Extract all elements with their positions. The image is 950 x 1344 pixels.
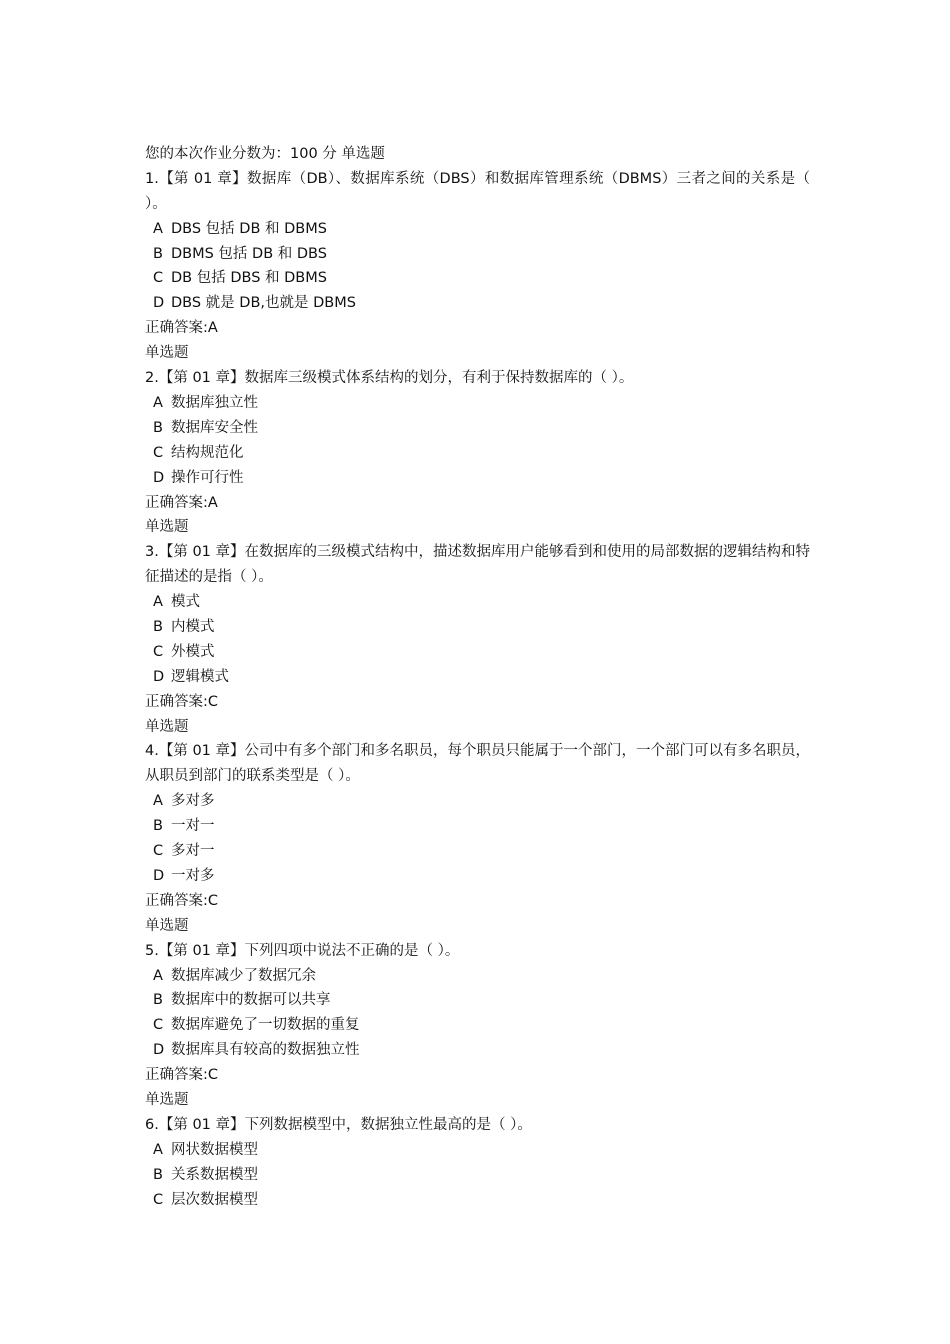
question-block — [145, 715, 810, 914]
question-block — [145, 914, 810, 1088]
option-d: D 操作可行性 — [153, 469, 244, 486]
option-c: C DB 包括 DBS 和 DBMS — [153, 270, 327, 287]
option-a: A 数据库减少了数据冗余 — [153, 967, 316, 984]
question-block — [145, 341, 810, 515]
question-text: 2.【第 01 章】数据库三级模式体系结构的划分，有利于保持数据库的（ ）。 — [145, 370, 634, 387]
option-a: A 多对多 — [153, 793, 215, 810]
question-text: 1.【第 01 章】数据库（DB）、数据库系统（DBS）和数据库管理系统（DBMS）三者之间的关系是（ ）。 — [145, 170, 810, 212]
option-b: B 数据库安全性 — [153, 419, 258, 436]
option-d: D 逻辑模式 — [153, 668, 229, 685]
answer-line: 正确答案:C — [145, 693, 219, 710]
question-block — [145, 167, 810, 341]
option-a: A 模式 — [153, 594, 200, 611]
option-b: B 数据库中的数据可以共享 — [153, 992, 331, 1009]
option-a: A 数据库独立性 — [153, 394, 258, 411]
answer-line: 正确答案:C — [145, 1067, 219, 1084]
answer-line: 正确答案:A — [145, 494, 218, 511]
option-c: C 层次数据模型 — [153, 1191, 258, 1208]
option-b: B 内模式 — [153, 619, 215, 635]
document-page — [145, 142, 810, 1212]
question-type-label: 单选题 — [145, 345, 189, 362]
option-c: C 数据库避免了一切数据的重复 — [153, 1017, 360, 1034]
option-a: A DBS 包括 DB 和 DBMS — [153, 220, 327, 237]
question-text: 4.【第 01 章】公司中有多个部门和多名职员，每个职员只能属于一个部门，一个部门可以有多名职员，从职员到部门的联系类型是（ ）。 — [145, 743, 810, 785]
option-c: C 外模式 — [153, 643, 215, 660]
answer-line: 正确答案:A — [145, 320, 218, 337]
question-type-label: 单选题 — [145, 1091, 189, 1108]
question-block — [145, 515, 810, 714]
question-type-label: 单选题 — [145, 917, 189, 934]
option-c: C 结构规范化 — [153, 444, 244, 461]
option-a: A 网状数据模型 — [153, 1141, 258, 1158]
question-type-label: 单选题 — [145, 718, 189, 735]
question-text: 6.【第 01 章】下列数据模型中，数据独立性最高的是（ ）。 — [145, 1116, 532, 1133]
question-type-label: 单选题 — [145, 519, 189, 536]
score-line: 您的本次作业分数为：100 分 单选题 — [145, 146, 385, 162]
option-b: B 关系数据模型 — [153, 1166, 258, 1183]
option-d: D DBS 就是 DB,也就是 DBMS — [153, 295, 356, 312]
option-b: B 一对一 — [153, 818, 215, 835]
question-block — [145, 1088, 810, 1212]
answer-line: 正确答案:C — [145, 892, 219, 909]
option-c: C 多对一 — [153, 843, 215, 860]
option-b: B DBMS 包括 DB 和 DBS — [153, 245, 327, 262]
question-text: 5.【第 01 章】下列四项中说法不正确的是（ ）。 — [145, 942, 460, 959]
option-d: D 一对多 — [153, 867, 215, 884]
question-text: 3.【第 01 章】在数据库的三级模式结构中，描述数据库用户能够看到和使用的局部数据的逻辑结构和特征描述的是指（ ）。 — [145, 544, 810, 586]
option-d: D 数据库具有较高的数据独立性 — [153, 1042, 360, 1059]
